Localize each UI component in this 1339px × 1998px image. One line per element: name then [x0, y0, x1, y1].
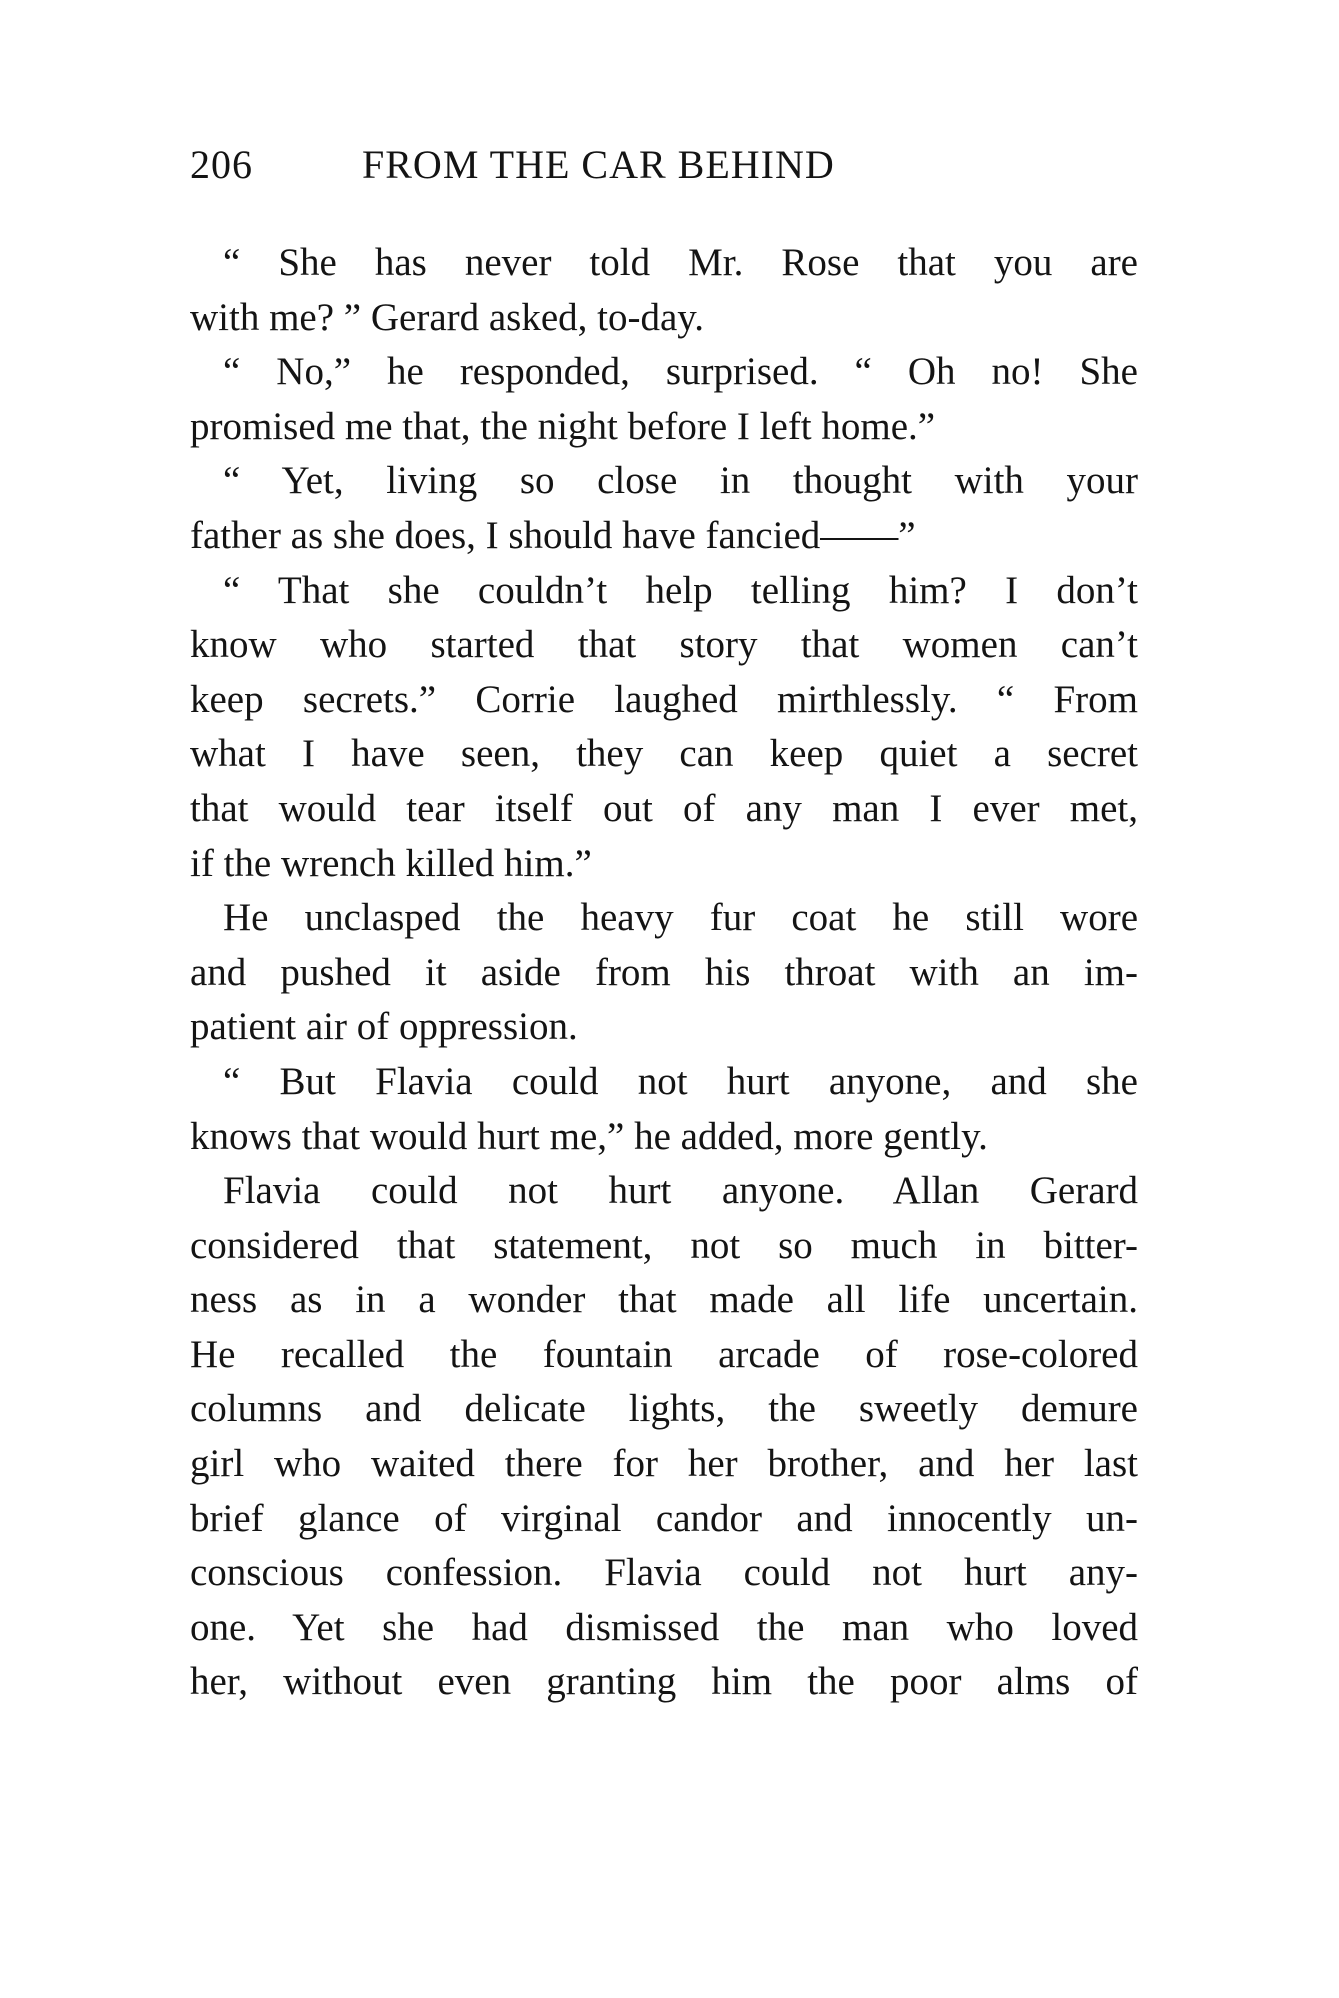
- text-line: what I have seen, they can keep quiet a secret: [190, 732, 1138, 776]
- text-line: knows that would hurt me,” he added, more gently.: [190, 1114, 988, 1158]
- text-line: keep secrets.” Corrie laughed mirthlessly. “ From: [190, 677, 1138, 721]
- text-line: promised me that, the night before I left home.”: [190, 404, 936, 448]
- text-line: one. Yet she had dismissed the man who loved: [190, 1605, 1138, 1649]
- text-line: He unclasped the heavy fur coat he still wore: [223, 896, 1138, 940]
- text-line: her, without even granting him the poor alms of: [190, 1660, 1138, 1704]
- text-line: brief glance of virginal candor and innocently un-: [190, 1496, 1138, 1540]
- running-head: [190, 140, 950, 190]
- text-line: father as she does, I should have fancied——”: [190, 513, 916, 557]
- text-line: know who started that story that women can’t: [190, 623, 1138, 667]
- body-text: [190, 236, 1138, 1710]
- running-title: FROM THE CAR BEHIND: [362, 142, 835, 187]
- text-line: considered that statement, not so much in bitter-: [190, 1223, 1138, 1267]
- text-line: conscious confession. Flavia could not hurt any-: [190, 1551, 1138, 1595]
- text-line: “ Yet, living so close in thought with your: [223, 459, 1138, 503]
- text-line: patient air of oppression.: [190, 1005, 578, 1049]
- text-line: with me? ” Gerard asked, to-day.: [190, 295, 705, 339]
- text-line: “ That she couldn’t help telling him? I don’t: [223, 568, 1138, 612]
- text-line: Flavia could not hurt anyone. Allan Gerard: [223, 1169, 1138, 1213]
- text-line: that would tear itself out of any man I ever met,: [190, 786, 1138, 830]
- text-line: “ But Flavia could not hurt anyone, and she: [223, 1059, 1138, 1103]
- page-number: 206: [190, 142, 253, 187]
- text-line: He recalled the fountain arcade of rose-colored: [190, 1332, 1138, 1376]
- text-line: if the wrench killed him.”: [190, 841, 592, 885]
- text-line: “ She has never told Mr. Rose that you are: [223, 241, 1138, 284]
- text-line: columns and delicate lights, the sweetly demure: [190, 1387, 1138, 1431]
- text-line: ness as in a wonder that made all life uncertain.: [190, 1278, 1138, 1322]
- text-line: and pushed it aside from his throat with an im-: [190, 950, 1138, 994]
- text-line: “ No,” he responded, surprised. “ Oh no! She: [223, 350, 1138, 394]
- text-line: girl who waited there for her brother, and her last: [190, 1442, 1138, 1486]
